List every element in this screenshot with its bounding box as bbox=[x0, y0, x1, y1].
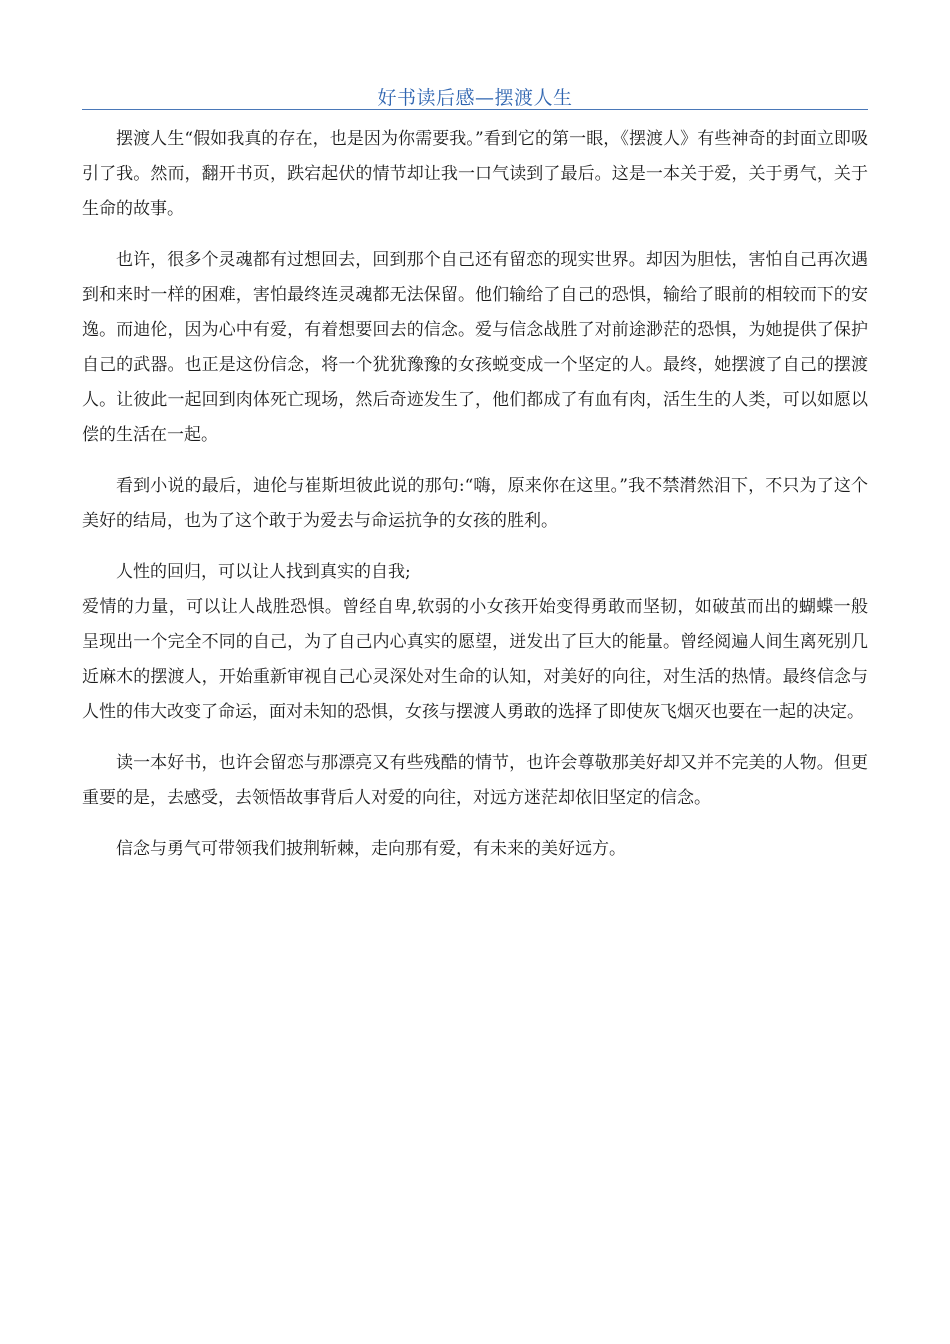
paragraph-4: 人性的回归，可以让人找到真实的自我; bbox=[116, 562, 411, 582]
document-body bbox=[82, 122, 868, 883]
paragraph-1: 摆渡人生“假如我真的存在，也是因为你需要我。”看到它的第一眼，《摆渡人》有些神奇的封面立即吸引了我。然而，翻开书页，跌宕起伏的情节却让我一口气读到了最后。这是一本关于爱，关于勇气，关于生命的故事。 bbox=[82, 129, 868, 219]
paragraph-6: 读一本好书，也许会留恋与那漂亮又有些残酷的情节，也许会尊敬那美好却又并不完美的人物。但更重要的是，去感受，去领悟故事背后人对爱的向往，对远方迷茫却依旧坚定的信念。 bbox=[82, 753, 868, 808]
document-title: 好书读后感—摆渡人生 bbox=[377, 87, 573, 109]
paragraph-5: 爱情的力量，可以让人战胜恐惧。曾经自卑,软弱的小女孩开始变得勇敢而坚韧，如破茧而出的蝴蝶一般呈现出一个完全不同的自己，为了自己内心真实的愿望，迸发出了巨大的能量。曾经阅遍人间生离死别几近麻木的摆渡人，开始重新审视自己心灵深处对生命的认知，对美好的向往，对生活的热情。最终信念与人性的伟大改变了命运，面对未知的恐惧，女孩与摆渡人勇敢的选择了即使灰飞烟灭也要在一起的决定。 bbox=[82, 597, 868, 722]
paragraph-3: 看到小说的最后，迪伦与崔斯坦彼此说的那句:“嗨，原来你在这里。”我不禁潸然泪下，不只为了这个美好的结局，也为了这个敢于为爱去与命运抗争的女孩的胜利。 bbox=[82, 476, 868, 531]
paragraph-7: 信念与勇气可带领我们披荆斩棘，走向那有爱，有未来的美好远方。 bbox=[116, 839, 626, 859]
paragraph-2: 也许，很多个灵魂都有过想回去，回到那个自己还有留恋的现实世界。却因为胆怯，害怕自己再次遇到和来时一样的困难，害怕最终连灵魂都无法保留。他们输给了自己的恐惧，输给了眼前的相较而下的安逸。而迪伦，因为心中有爱，有着想要回去的信念。爱与信念战胜了对前途渺茫的恐惧，为她提供了保护自己的武器。也正是这份信念，将一个犹犹豫豫的女孩蜕变成一个坚定的人。最终，她摆渡了自己的摆渡人。让彼此一起回到肉体死亡现场，然后奇迹发生了，他们都成了有血有肉，活生生的人类，可以如愿以偿的生活在一起。 bbox=[82, 250, 868, 445]
page-header bbox=[82, 80, 868, 110]
